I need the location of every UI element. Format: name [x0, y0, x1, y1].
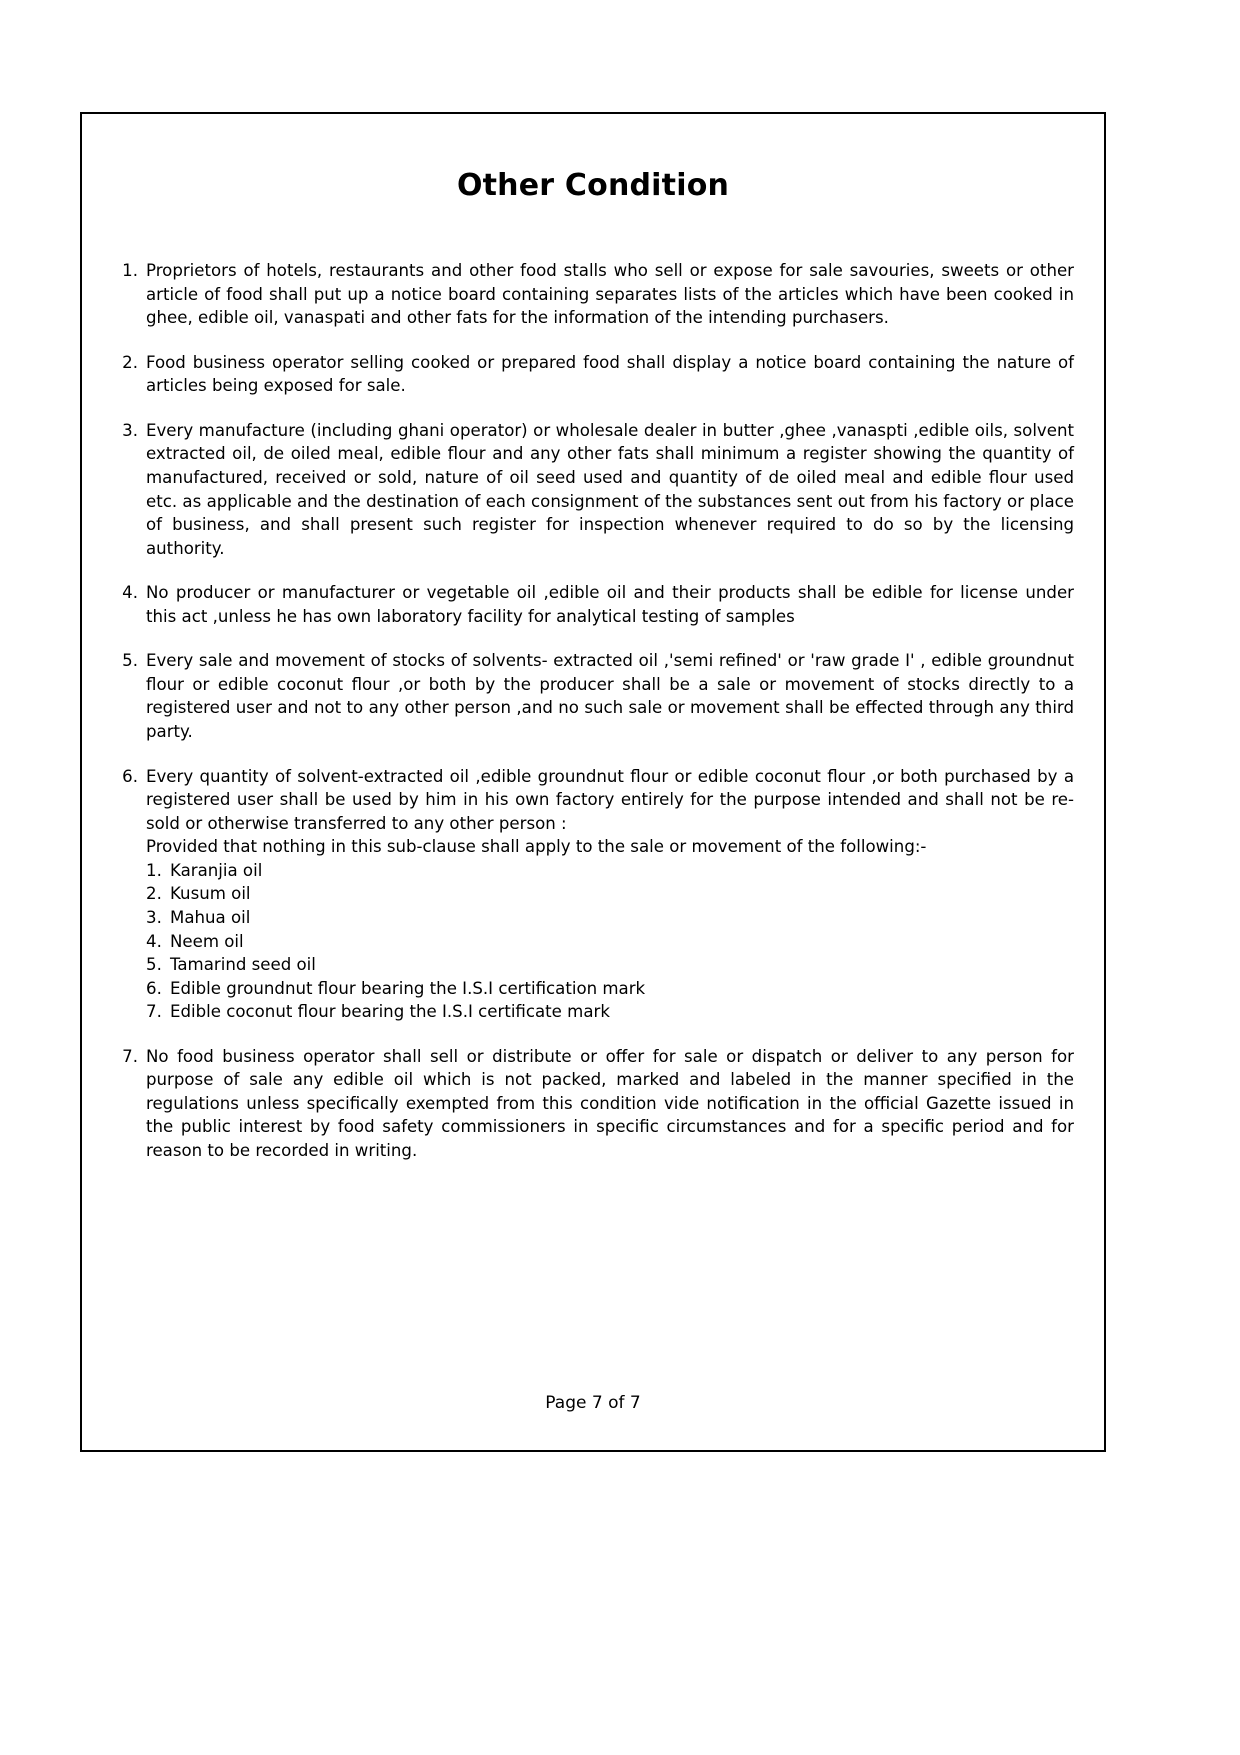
clause-text: No producer or manufacturer or vegetable oil ,edible oil and their products shall be edible for license under this act ,unless he has own laboratory facility for analytical testing of samples — [146, 583, 1074, 626]
clause-item — [110, 649, 1074, 743]
list-item: Kusum oil — [170, 884, 251, 904]
list-item: Mahua oil — [170, 907, 251, 927]
clause-text: Food business operator selling cooked or prepared food shall display a notice board containing the nature of articles being exposed for sale. — [146, 352, 1074, 396]
page-inner — [82, 114, 1104, 1450]
clause-item — [110, 581, 1074, 628]
list-item: Karanjia oil — [170, 860, 263, 880]
clause-list — [110, 259, 1074, 1163]
clause-text: Every manufacture (including ghani operator) or wholesale dealer in butter ,ghee ,vanaspti ,edible oils, solvent extracted oil, de oiled meal, edible flour and any other fats shall minimum a register showing the quantity of manufactured, received or sold, nature of oil seed used and quantity of de oiled meal and edible flour used etc. as applicable and the destination of each consignment of the substances sent out from his factory or place of business, and shall present such register for inspection whenever required to do so by the licensing authority. — [146, 420, 1074, 558]
clause-item — [110, 765, 1074, 1024]
clause-item — [110, 419, 1074, 560]
page-title: Other Condition — [456, 168, 730, 203]
clause-proviso: Provided that nothing in this sub-clause shall apply to the sale or movement of the following:- — [146, 837, 927, 857]
list-item: Neem oil — [170, 931, 244, 951]
list-item: Edible coconut flour bearing the I.S.I certificate mark — [170, 1002, 610, 1022]
document-page — [80, 112, 1106, 1452]
clause-item — [110, 1045, 1074, 1163]
list-item: Edible groundnut flour bearing the I.S.I certification mark — [170, 978, 646, 998]
clause-text: Every sale and movement of stocks of solvents- extracted oil ,'semi refined' or 'raw grade I' , edible groundnut flour or edible coconut flour ,or both by the producer shall be a sale or movement of stocks directly to a registered user and not to any other person ,and no such sale or movement shall be effected through any third party. — [146, 651, 1074, 741]
clause-item — [110, 351, 1074, 398]
clause-item — [110, 259, 1074, 330]
clause-text: No food business operator shall sell or distribute or offer for sale or dispatch or deliver to any person for purpose of sale any edible oil which is not packed, marked and labeled in the manner specified in the regulations unless specifically exempted from this condition vide notification in the official Gazette issued in the public interest by food safety commissioners in specific circumstances and for a specific period and for reason to be recorded in writing. — [146, 1046, 1074, 1160]
clause-content-area — [82, 259, 1104, 1163]
exempt-items-list — [146, 859, 1074, 1024]
clause-text: Every quantity of solvent-extracted oil ,edible groundnut flour or edible coconut flour ,or both purchased by a registered user shall be used by him in his own factory entirely for the purpose intended and shall not be re-sold or otherwise transferred to any other person : — [146, 766, 1074, 833]
clause-text: Proprietors of hotels, restaurants and other food stalls who sell or expose for sale savouries, sweets or other article of food shall put up a notice board containing separates lists of the articles which have been cooked in ghee, edible oil, vanaspati and other fats for the information of the intending purchasers. — [146, 261, 1074, 328]
page-footer: Page 7 of 7 — [545, 1392, 641, 1413]
list-item: Tamarind seed oil — [170, 955, 316, 975]
